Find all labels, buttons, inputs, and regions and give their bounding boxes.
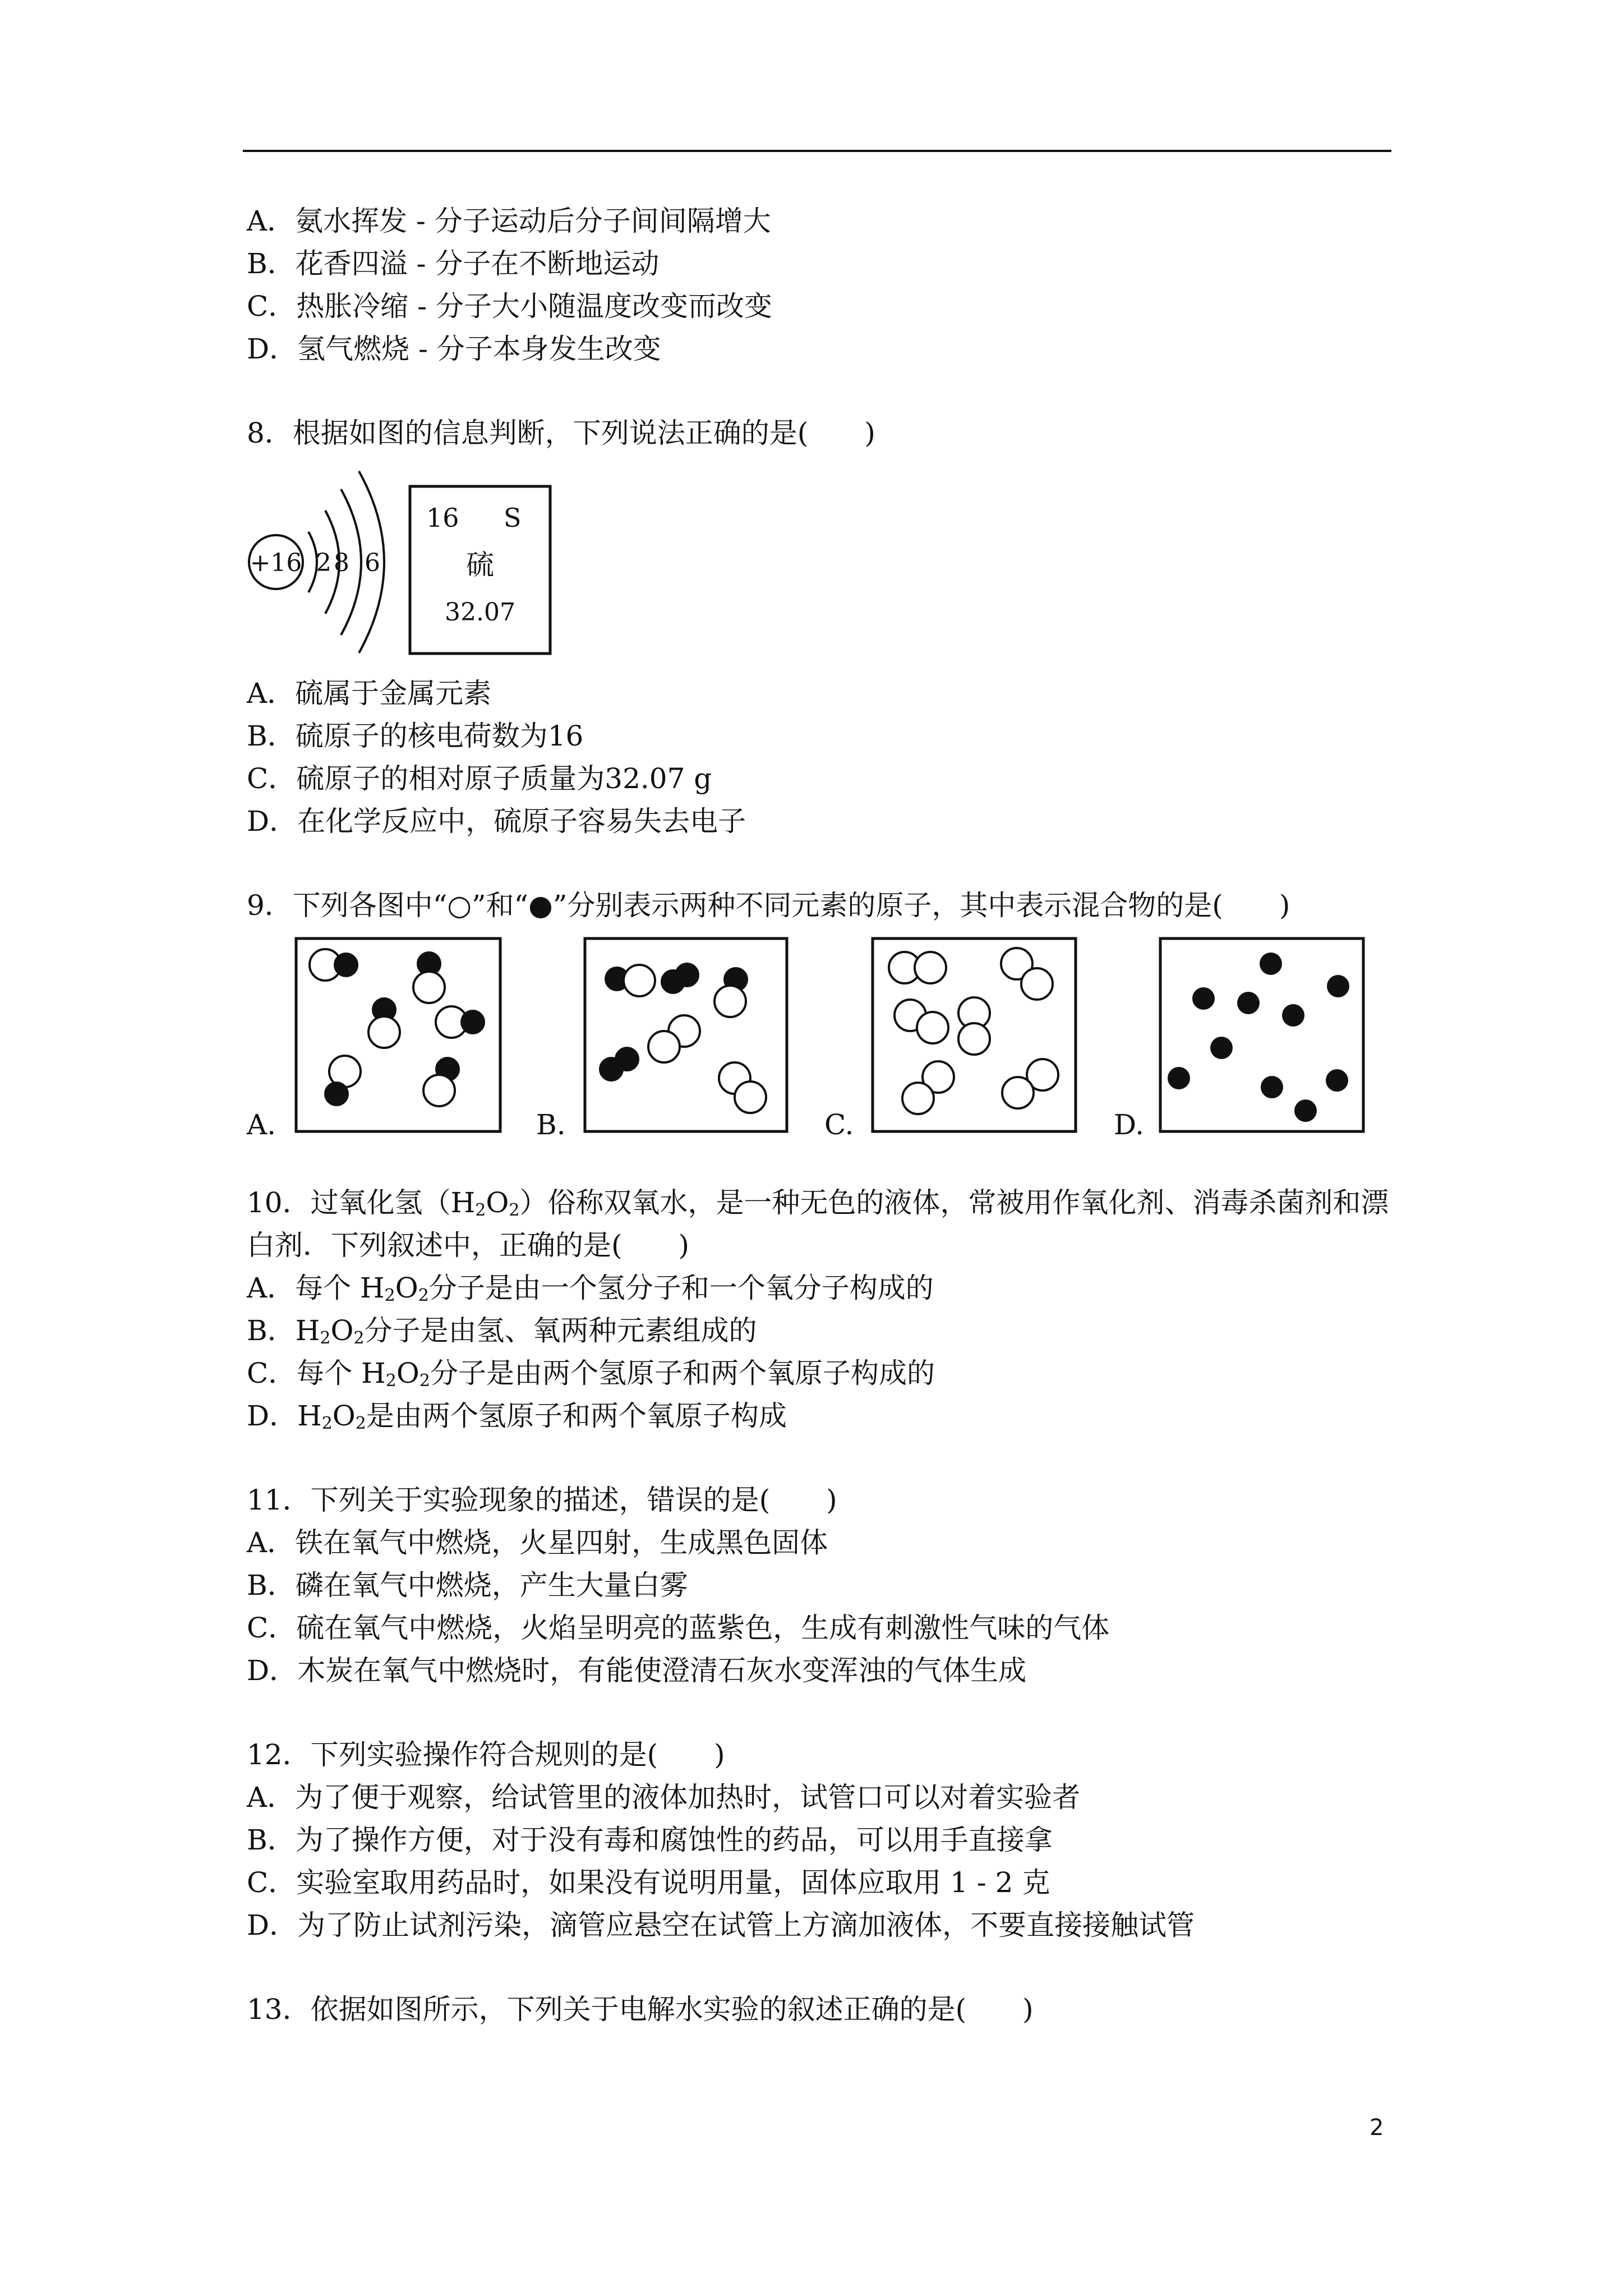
q9-stem: 9．下列各图中“○”和“●”分别表示两种不同元素的原子，其中表示混合物的是( )	[247, 889, 1290, 922]
q9-label-d: D.	[1114, 1108, 1145, 1141]
q8-option-a: A．硫属于金属元素	[247, 677, 492, 710]
q12-option-b: B．为了操作方便，对于没有毒和腐蚀性的药品，可以用手直接拿	[247, 1824, 1053, 1856]
q7-option-b: B．花香四溢 - 分子在不断地运动	[247, 247, 660, 280]
atomic-mass: 32.07	[445, 598, 515, 627]
shell-electrons-3: 6	[365, 549, 380, 577]
atomic-number: 16	[426, 503, 459, 533]
q11-option-b: B．磷在氧气中燃烧，产生大量白雾	[247, 1569, 688, 1602]
q7-option-d: D．氢气燃烧 - 分子本身发生改变	[247, 333, 661, 365]
q7-option-c: C．热胀冷缩 - 分子大小随温度改变而改变	[247, 290, 772, 323]
q11-stem: 11．下列关于实验现象的描述，错误的是( )	[247, 1484, 837, 1516]
q12-option-a: A．为了便于观察，给试管里的液体加热时，试管口可以对着实验者	[247, 1781, 1081, 1814]
q8-option-d: D．在化学反应中，硫原子容易失去电子	[247, 805, 746, 838]
element-name: 硫	[466, 549, 494, 581]
q9-box-d	[1159, 937, 1365, 1133]
q7-option-a: A．氨水挥发 - 分子运动后分子间间隔增大	[247, 205, 771, 237]
q10-option-d: D．$H_2O_2$是由两个氢原子和两个氧原子构成	[247, 1400, 787, 1433]
q11-option-d: D．木炭在氧气中燃烧时，有能使澄清石灰水变浑浊的气体生成	[247, 1654, 1027, 1687]
q12-option-c: C．实验室取用药品时，如果没有说明用量，固体应取用 1 - 2 克	[247, 1866, 1050, 1899]
q8-stem: 8．根据如图的信息判断，下列说法正确的是( )	[247, 417, 875, 449]
q10-stem-line1: 10．过氧化氢$(H_2O_2)$俗称双氧水，是一种无色的液体，常被用作氧化剂、消毒杀菌剂和漂	[247, 1186, 1389, 1220]
q10-option-c: C．每个 $H_2O_2$分子是由两个氢原子和两个氧原子构成的	[247, 1357, 935, 1391]
shell-electrons-1: 2	[316, 549, 331, 577]
q8-option-b: B．硫原子的核电荷数为16	[247, 720, 584, 752]
q10-option-b: B．$H_2O_2$分子是由氢、氧两种元素组成的	[247, 1314, 757, 1348]
sulfur-element-card	[408, 485, 552, 655]
q10-stem-line2: 白剂．下列叙述中，正确的是( )	[247, 1229, 690, 1262]
element-symbol: S	[504, 503, 522, 533]
q11-option-a: A．铁在氧气中燃烧，火星四射，生成黑色固体	[247, 1526, 828, 1559]
q9-box-b	[583, 937, 789, 1133]
nucleus-charge: +16	[250, 549, 302, 577]
sulfur-atom-structure-diagram	[241, 466, 409, 656]
q8-option-c: C．硫原子的相对原子质量为32.07 g	[247, 762, 712, 795]
page-number: 2	[1370, 2115, 1384, 2141]
shell-electrons-2: 8	[334, 549, 349, 577]
q11-option-c: C．硫在氧气中燃烧，火焰呈明亮的蓝紫色，生成有刺激性气味的气体	[247, 1612, 1110, 1644]
q9-label-b: B.	[536, 1108, 566, 1141]
q9-label-c: C.	[824, 1108, 854, 1141]
q10-option-a: A．每个 $H_2O_2$分子是由一个氢分子和一个氧分子构成的	[247, 1272, 934, 1305]
q13-stem: 13．依据如图所示，下列关于电解水实验的叙述正确的是( )	[247, 1993, 1034, 2026]
q9-label-a: A.	[247, 1108, 276, 1141]
q12-stem: 12．下列实验操作符合规则的是( )	[247, 1738, 725, 1771]
q12-option-d: D．为了防止试剂污染，滴管应悬空在试管上方滴加液体，不要直接接触试管	[247, 1909, 1195, 1941]
header-rule	[243, 150, 1391, 152]
q9-box-c	[871, 937, 1077, 1133]
q9-box-a	[294, 937, 502, 1133]
